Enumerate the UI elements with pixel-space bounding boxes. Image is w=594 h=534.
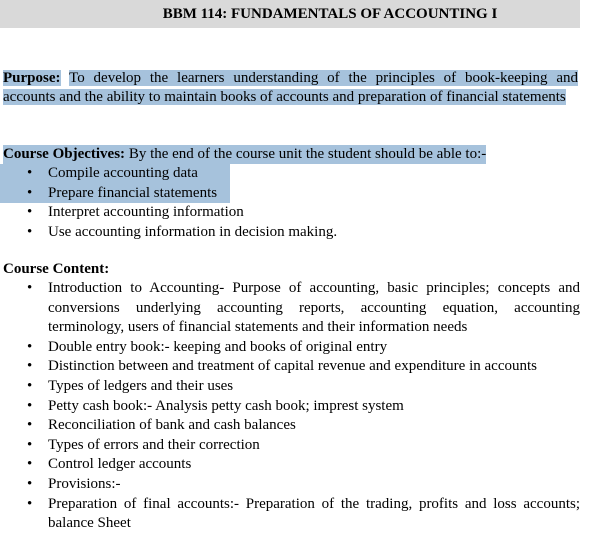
bullet-icon: •	[27, 204, 33, 221]
content-item	[0, 475, 580, 495]
purpose-paragraph	[3, 69, 578, 107]
content-list	[0, 279, 580, 534]
bullet-icon: •	[27, 495, 33, 512]
objectives-intro: By the end of the course unit the student should be able to:-	[128, 146, 487, 162]
bullet-icon: •	[27, 280, 33, 296]
content-item	[0, 495, 580, 534]
bullet-icon: •	[27, 223, 33, 240]
content-text: Distinction between and treatment of capital revenue and expenditure in accounts	[48, 358, 537, 375]
content-text: Provisions:-	[48, 475, 121, 492]
objective-item-compile	[0, 164, 580, 184]
bullet-icon: •	[27, 338, 33, 355]
content-text: Petty cash book:- Analysis petty cash book; imprest system	[48, 397, 404, 414]
document-title: BBM 114: FUNDAMENTALS OF ACCOUNTING I	[162, 6, 498, 22]
content-item	[0, 279, 580, 338]
content-item	[0, 436, 580, 456]
content-heading: Course Content:	[3, 261, 110, 277]
content-text: Types of errors and their correction	[48, 436, 260, 453]
objectives-label: Course Objectives:	[3, 146, 126, 162]
bullet-icon: •	[27, 377, 33, 394]
objectives-heading	[3, 145, 486, 164]
objective-text: Prepare financial statements	[48, 184, 218, 201]
objective-item-use	[0, 223, 580, 243]
bullet-icon: •	[27, 358, 33, 375]
content-text: Control ledger accounts	[48, 456, 192, 473]
bullet-icon: •	[27, 184, 33, 201]
objective-text: Interpret accounting information	[48, 204, 244, 221]
content-item	[0, 357, 580, 377]
bullet-icon: •	[27, 165, 33, 181]
objective-item-prepare	[0, 184, 580, 204]
content-item	[0, 377, 580, 397]
bullet-icon: •	[27, 397, 33, 414]
bullet-icon: •	[27, 456, 33, 473]
bullet-icon: •	[27, 436, 33, 453]
objective-text: Compile accounting data	[48, 165, 198, 181]
content-item	[0, 338, 580, 358]
objective-item-interpret	[0, 203, 580, 223]
title-band	[0, 0, 580, 28]
content-text: Introduction to Accounting- Purpose of accounting, basic principles; concepts and conversions underlying accounting reports, accounting equation, accounting terminology, users of financial statements and their information needs	[48, 280, 580, 336]
content-text: Preparation of final accounts:- Preparation of the trading, profits and loss accounts; balance Sheet	[48, 495, 580, 532]
content-item	[0, 397, 580, 417]
content-item	[0, 416, 580, 436]
content-text: Double entry book:- keeping and books of original entry	[48, 338, 388, 355]
objective-text: Use accounting information in decision making.	[48, 223, 338, 240]
content-text: Reconciliation of bank and cash balances	[48, 417, 296, 434]
bullet-icon: •	[27, 475, 33, 492]
objectives-list	[0, 164, 580, 242]
bullet-icon: •	[27, 417, 33, 434]
purpose-label: Purpose:	[3, 70, 61, 86]
content-item	[0, 455, 580, 475]
purpose-text: To develop the learners understanding of the principles of book-keeping and accounts and the ability to maintain books of accounts and preparation of financial statements	[3, 70, 578, 105]
content-text: Types of ledgers and their uses	[48, 377, 234, 394]
